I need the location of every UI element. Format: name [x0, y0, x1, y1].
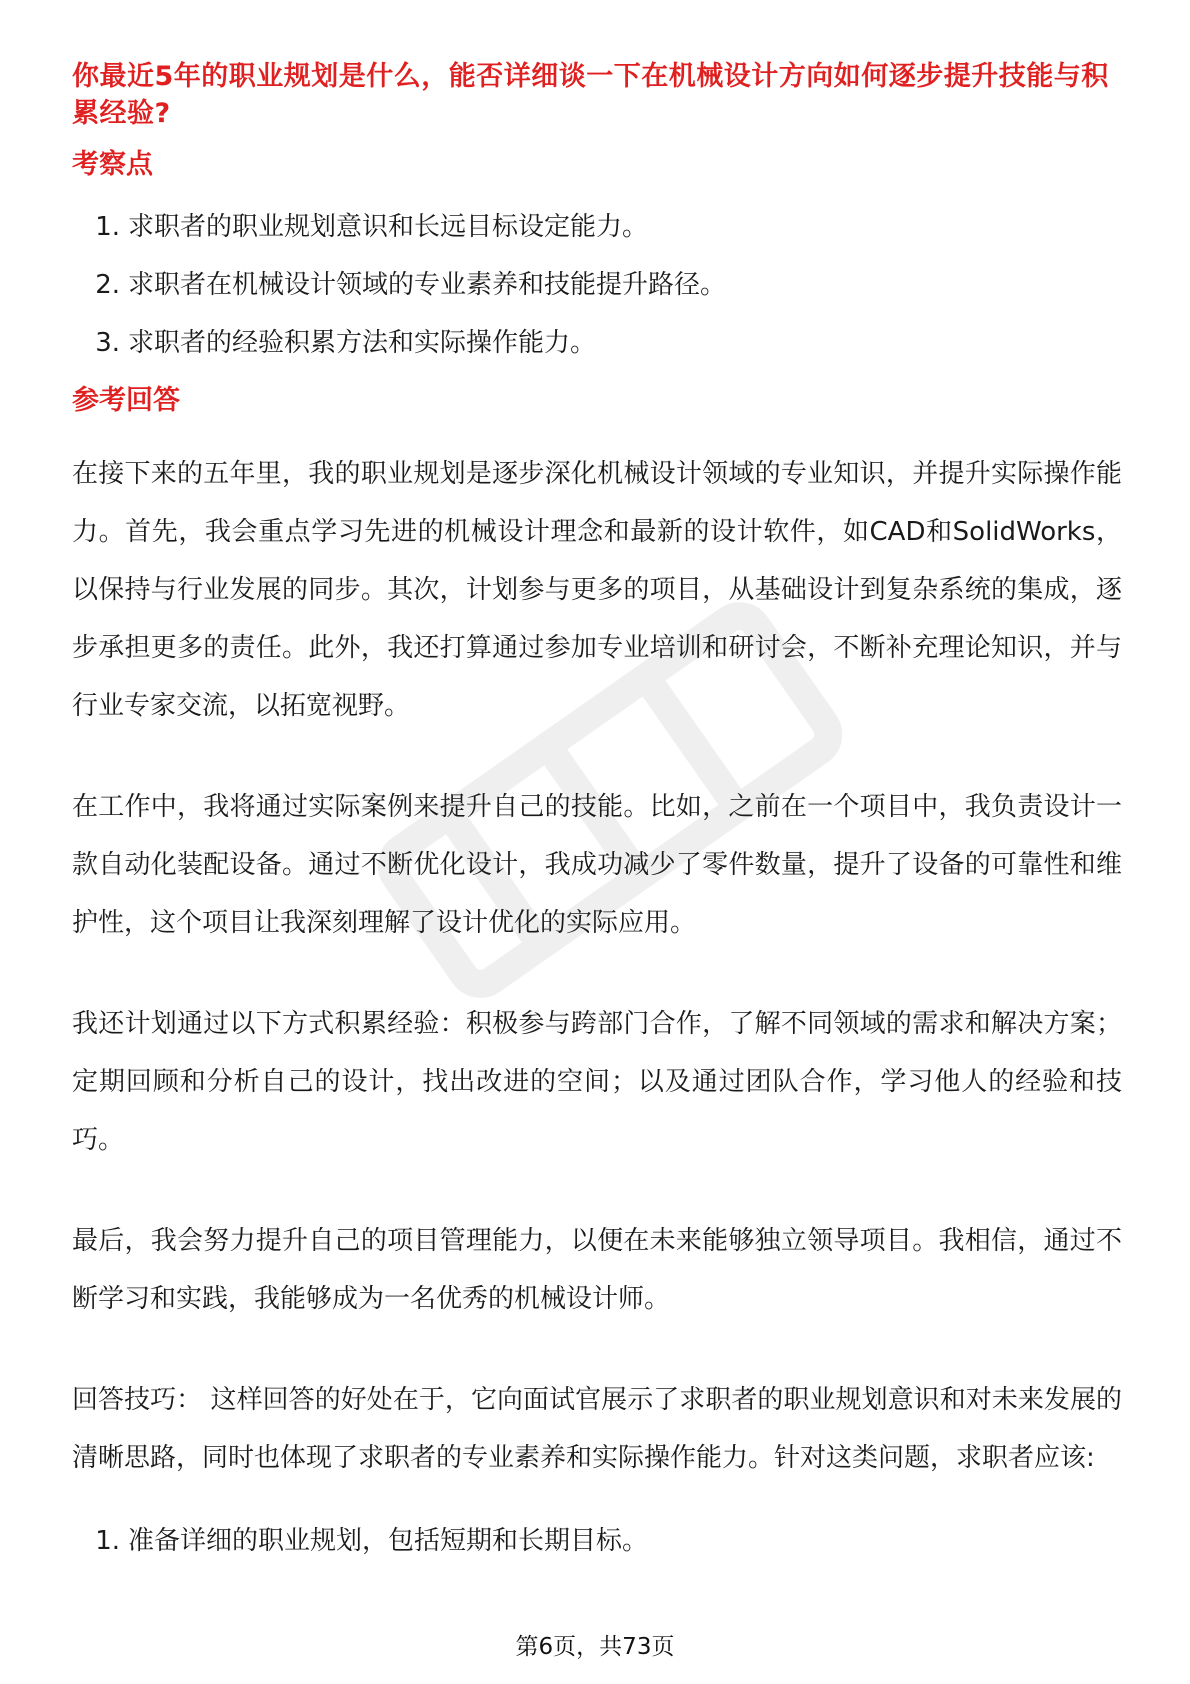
list-number: 1. [95, 212, 120, 242]
list-text: 求职者的职业规划意识和长远目标设定能力。 [128, 212, 649, 242]
tips-list [72, 1523, 1122, 1559]
question-heading: 你最近5年的职业规划是什么，能否详细谈一下在机械设计方向如何逐步提升技能与积累经验? [72, 61, 1109, 129]
answer-paragraph: 在工作中，我将通过实际案例来提升自己的技能。比如，之前在一个项目中，我负责设计一款自动化装配设备。通过不断优化设计，我成功减少了零件数量，提升了设备的可靠性和维护性，这个项目让我深刻理解了设计优化的实际应用。 [72, 792, 1122, 938]
list-item [72, 267, 1122, 303]
document-page [72, 58, 1122, 1559]
answer-paragraph: 在接下来的五年里，我的职业规划是逐步深化机械设计领域的专业知识，并提升实际操作能力。首先，我会重点学习先进的机械设计理念和最新的设计软件，如CAD和SolidWorks，以保持与行业发展的同步。其次，计划参与更多的项目，从基础设计到复杂系统的集成，逐步承担更多的责任。此外，我还打算通过参加专业培训和研讨会，不断补充理论知识，并与行业专家交流，以拓宽视野。 [72, 459, 1122, 721]
section-title-points: 考察点 [72, 149, 153, 180]
list-number: 1. [95, 1526, 120, 1556]
answer-paragraph: 最后，我会努力提升自己的项目管理能力，以便在未来能够独立领导项目。我相信，通过不断学习和实践，我能够成为一名优秀的机械设计师。 [72, 1226, 1122, 1314]
page-footer: 第6页，共73页 [515, 1634, 675, 1660]
list-item [72, 325, 1122, 361]
list-item [72, 1523, 1122, 1559]
list-number: 3. [95, 328, 120, 358]
list-text: 准备详细的职业规划，包括短期和长期目标。 [128, 1526, 649, 1556]
points-list [72, 209, 1122, 361]
list-number: 2. [95, 270, 120, 300]
list-item [72, 209, 1122, 245]
answer-paragraph: 我还计划通过以下方式积累经验：积极参与跨部门合作，了解不同领域的需求和解决方案；定期回顾和分析自己的设计，找出改进的空间；以及通过团队合作，学习他人的经验和技巧。 [72, 1009, 1122, 1155]
list-text: 求职者在机械设计领域的专业素养和技能提升路径。 [128, 270, 727, 300]
answer-tips-paragraph: 回答技巧： 这样回答的好处在于，它向面试官展示了求职者的职业规划意识和对未来发展的清晰思路，同时也体现了求职者的专业素养和实际操作能力。针对这类问题，求职者应该: [72, 1385, 1122, 1473]
list-text: 求职者的经验积累方法和实际操作能力。 [128, 328, 597, 358]
section-title-answer: 参考回答 [72, 385, 180, 416]
